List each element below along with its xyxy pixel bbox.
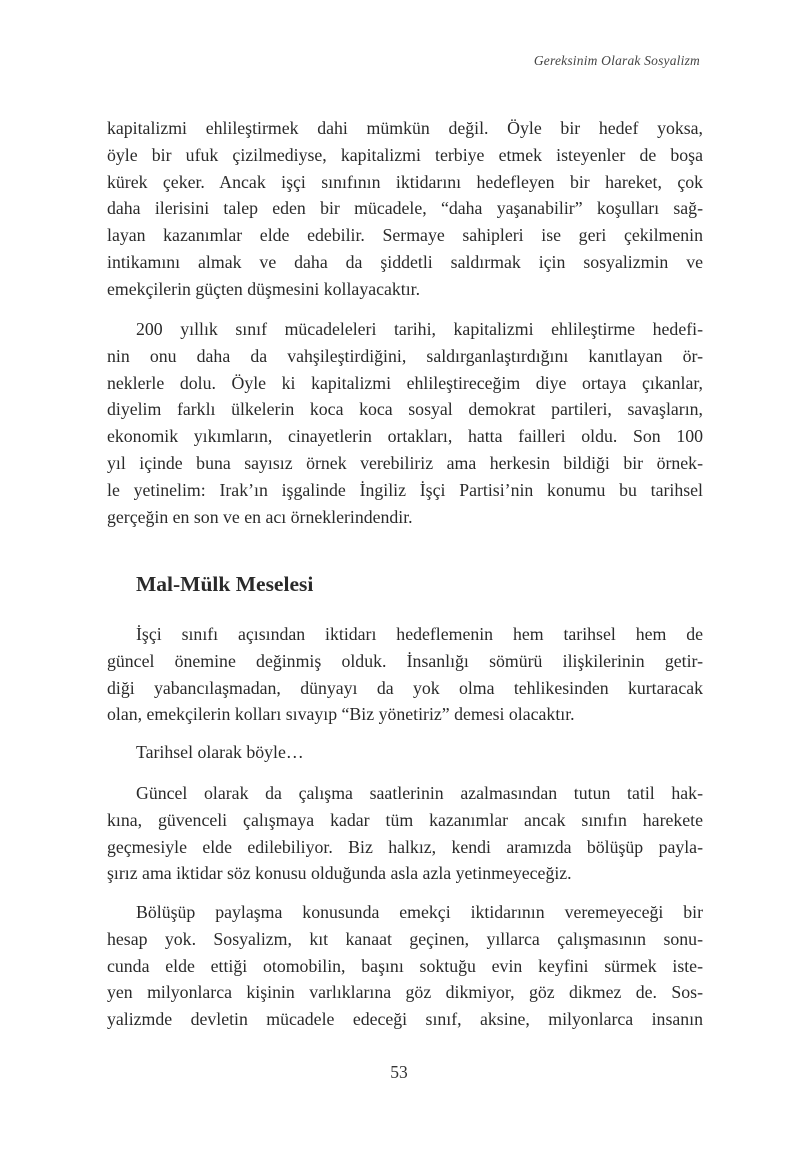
paragraph-line: yen milyonlarca kişinin varlıklarına göz dikmiyor, göz dikmez de. Sos-	[107, 982, 703, 1003]
paragraph-line: şırız ama iktidar söz konusu olduğunda asla azla yetinmeyeceğiz.	[107, 863, 572, 884]
paragraph-line: nin onu daha da vahşileştirdiğini, saldırganlaştırdığını kanıtlayan ör-	[107, 345, 703, 366]
running-head: Gereksinim Olarak Sosyalizm	[533, 53, 700, 68]
paragraph-line: kürek çeker. Ancak işçi sınıfının iktidarını hedefleyen bir hareket, çok	[107, 171, 703, 192]
paragraph-4	[107, 739, 703, 766]
paragraph-line: intikamını almak ve daha da şiddetli saldırmak için sosyalizmin ve	[107, 251, 703, 272]
paragraph-line: diyelim farklı ülkelerin koca koca sosyal demokrat partileri, savaşların,	[107, 399, 703, 420]
paragraph-line: öyle bir ufuk çizilmediyse, kapitalizmi terbiye etmek isteyenler de boşa	[107, 144, 703, 165]
paragraph-1	[107, 115, 703, 303]
paragraph-line: olan, emekçilerin kolları sıvayıp “Biz yönetiriz” demesi olacaktır.	[107, 704, 575, 725]
paragraph-line: cunda elde ettiği otomobilin, başını soktuğu evin keyfini sürmek iste-	[107, 955, 703, 976]
paragraph-line: hesap yok. Sosyalizm, kıt kanaat geçinen, yıllarca çalışmasının sonu-	[107, 928, 703, 949]
paragraph-line: Bölüşüp paylaşma konusunda emekçi iktidarının veremeyeceği bir	[136, 902, 703, 922]
paragraph-line: yalizmde devletin mücadele edeceği sınıf, aksine, milyonlarca insanın	[107, 1009, 703, 1030]
paragraph-line: 200 yıllık sınıf mücadeleleri tarihi, kapitalizmi ehlileştirme hedefi-	[136, 319, 703, 339]
paragraph-line: kapitalizmi ehlileştirmek dahi mümkün değil. Öyle bir hedef yoksa,	[107, 118, 703, 138]
paragraph-line: güncel önemine değinmiş olduk. İnsanlığı sömürü ilişkilerinin getir-	[107, 650, 703, 671]
paragraph-line: emekçilerin güçten düşmesini kollayacaktır.	[107, 278, 421, 299]
paragraph-line: diği yabancılaşmadan, dünyayı da yok olma tehlikesinden kurtaracak	[107, 677, 703, 698]
paragraph-3	[107, 621, 703, 728]
paragraph-line: kına, güvenceli çalışmaya kadar tüm kazanımlar ancak sınıfın harekete	[107, 809, 703, 830]
page-number: 53	[390, 1062, 408, 1082]
paragraph-line: daha ilerisini talep eden bir mücadele, “daha yaşanabilir” koşulları sağ-	[107, 198, 703, 219]
paragraph-line: gerçeğin en son ve en acı örneklerindendir.	[107, 506, 413, 527]
paragraph-6	[107, 899, 703, 1033]
paragraph-line: layan kazanımlar elde edebilir. Sermaye sahipleri ise geri çekilmenin	[107, 225, 703, 246]
paragraph-line: geçmesiyle elde edilebiliyor. Biz halkız, kendi aramızda bölüşüp payla-	[107, 836, 703, 857]
paragraph-line: Güncel olarak da çalışma saatlerinin azalmasından tutun tatil hak-	[136, 783, 703, 803]
paragraph-line: İşçi sınıfı açısından iktidarı hedeflemenin hem tarihsel hem de	[136, 624, 703, 644]
paragraph-5	[107, 780, 703, 887]
paragraph-line: neklerle dolu. Öyle ki kapitalizmi ehlileştireceğim diye ortaya çıkanlar,	[107, 372, 703, 393]
paragraph-line: yıl içinde buna sayısız örnek verebiliriz ama herkesin bildiği bir örnek-	[107, 452, 703, 473]
section-heading: Mal-Mülk Meselesi	[136, 572, 314, 596]
paragraph-2	[107, 316, 703, 530]
paragraph-line: Tarihsel olarak böyle…	[136, 742, 304, 762]
paragraph-line: ekonomik yıkımların, cinayetlerin ortakları, hatta failleri oldu. Son 100	[107, 426, 703, 447]
paragraph-line: le yetinelim: Irak’ın işgalinde İngiliz İşçi Partisi’nin konumu bu tarihsel	[107, 479, 703, 500]
